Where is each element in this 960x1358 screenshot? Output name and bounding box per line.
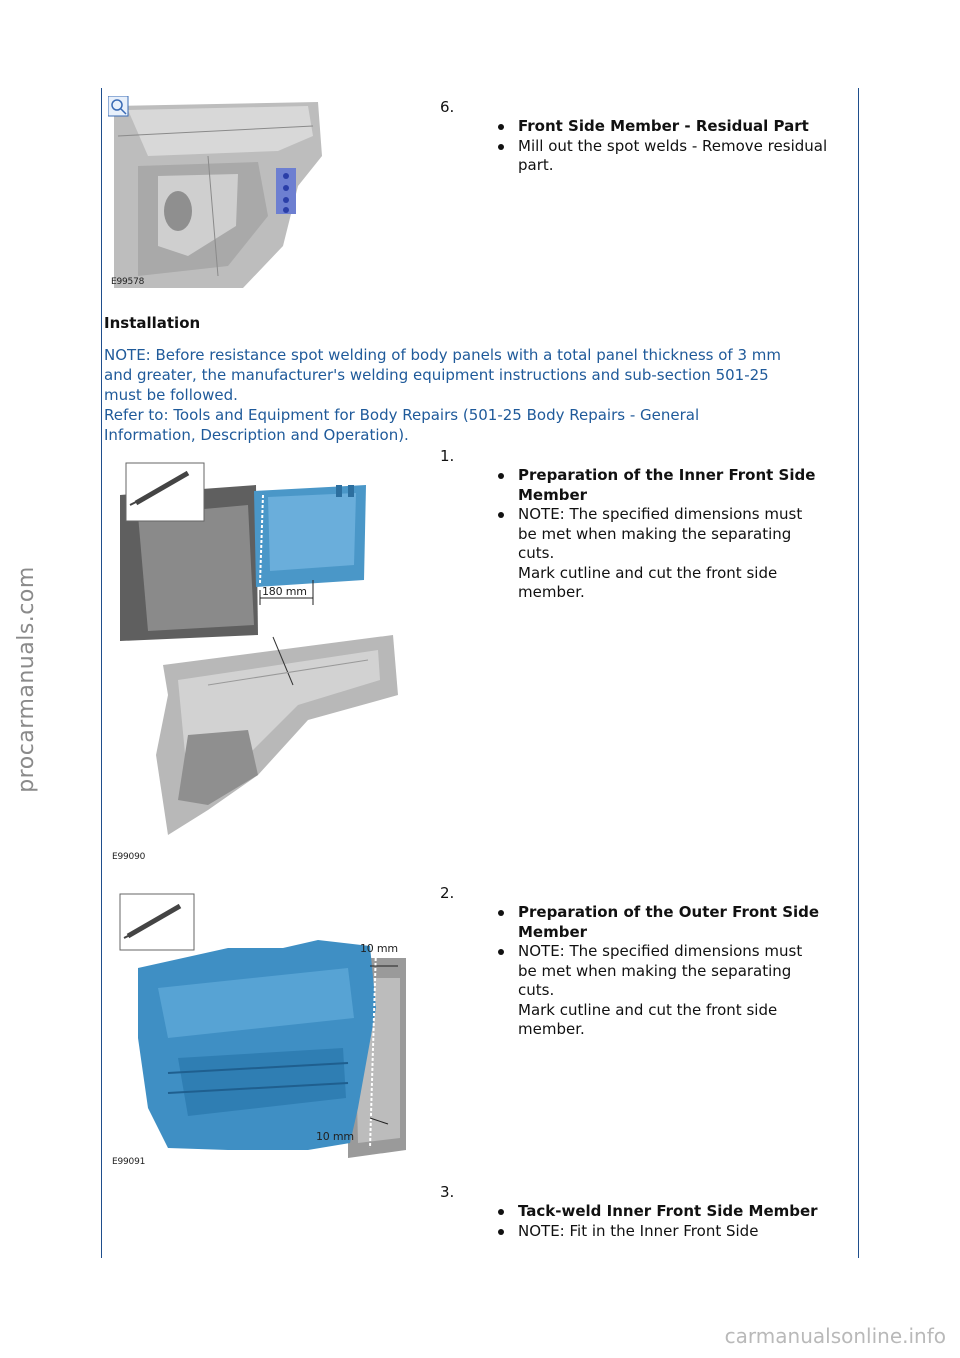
left-frame-line [101, 88, 102, 1258]
figure-id: E99091 [112, 1157, 146, 1167]
section-heading-installation: Installation [104, 314, 201, 332]
figure-outer-side-member [108, 888, 408, 1170]
figure-inner-side-member-drawing [108, 455, 408, 865]
installation-note: NOTE: Before resistance spot welding of body panels with a total panel thickness of 3 mm and greater, the manufacturer's welding equipment instructions and sub-section 501-25 must be followed. Refer to: Tools and Equipment for Body Repairs (501-25 Body Repairs - General Information, Description and Operation). [104, 346, 781, 444]
step-number: 1. [440, 447, 455, 465]
bottom-watermark: carmanualsonline.info [724, 1324, 946, 1348]
step-note: NOTE: The specified dimensions must be met when making the separating cuts. Mark cutline and cut the front side member. [496, 942, 848, 1040]
figure-residual-part-drawing [108, 96, 328, 290]
figure-id: E99090 [112, 852, 146, 862]
step-title: Preparation of the Outer Front Side Member [496, 903, 848, 942]
figure-id: E99578 [111, 277, 145, 287]
step-number: 3. [440, 1183, 455, 1201]
step-bullets [496, 903, 848, 1040]
step-number: 2. [440, 884, 455, 902]
step-title: Front Side Member - Residual Part [496, 117, 848, 137]
right-frame-line [858, 88, 859, 1258]
reference-link[interactable]: Tools and Equipment for Body Repairs [173, 406, 459, 424]
step-number: 6. [440, 98, 455, 116]
side-watermark: procarmanuals.com [13, 565, 39, 793]
dimension-label-top: 10 mm [360, 942, 398, 955]
step-title: Preparation of the Inner Front Side Member [496, 466, 848, 505]
figure-outer-side-member-drawing [108, 888, 408, 1170]
step-note: NOTE: Fit in the Inner Front Side [496, 1222, 848, 1242]
step-bullets [496, 117, 848, 176]
step-note: NOTE: The specified dimensions must be met when making the separating cuts. Mark cutline and cut the front side member. [496, 505, 848, 603]
step-bullets [496, 466, 848, 603]
dimension-label: 180 mm [262, 585, 307, 598]
figure-residual-part [108, 96, 328, 290]
step-bullets [496, 1202, 848, 1241]
figure-inner-side-member [108, 455, 408, 865]
step-instruction: Mill out the spot welds - Remove residual part. [496, 137, 848, 176]
dimension-label-bottom: 10 mm [316, 1130, 354, 1143]
step-title: Tack-weld Inner Front Side Member [496, 1202, 848, 1222]
